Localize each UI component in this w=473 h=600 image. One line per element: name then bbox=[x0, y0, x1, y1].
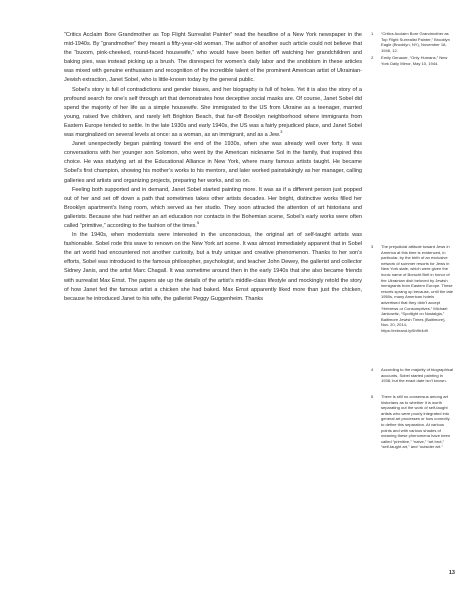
paragraph-text: Janet unexpectedly began painting toward the end of the 1930s, when she was already well over forty. It was conversations with her younger son Solomon, who went by the American nickname Sol in the family, that inspired this choice. He was studying art at the Educational Alliance in New York, where many famous artists taught. He became Sobel’s first champion, showing his mother’s works to his mentors, and later worked painstakingly as her manager, calling galleries and artists and organizing projects, preparing her works, and so on. bbox=[64, 141, 362, 184]
footnote-text: The prejudicial attitude toward Jews in America at this time is evidenced, in particular, by the birth of an exclusive network of summer resorts for Jews in New York state, which were given the ironic name of Borscht Belt in honor of the Ukrainian dish beloved by Jewish immigrants from Eastern Europe. These resorts sprang up because, until the late 1950s, many American hotels advertised that they didn’t accept “Hebrews or Consumptives.” Michael Jankowitz, “Spotlight on Nostalgia,” Baltimore Jewish Times (Baltimore), Nov. 20, 2014, https://rebrand.ly/6h9h4d9 bbox=[381, 244, 453, 333]
main-text-column bbox=[64, 31, 362, 304]
footnote-5 bbox=[371, 394, 453, 450]
page-number: 13 bbox=[448, 570, 455, 576]
footnote-4 bbox=[371, 367, 453, 384]
paragraph-text: “Critics Acclaim Bore Grandmother as Top Flight Surrealist Painter” read the headline of a New York newspaper in the mid-1940s. By “grandmother” they meant a fifty-year-old woman. The author of another such article could not believe that the “buxom, pink-cheeked, round-faced housewife,” who would have been better off watching her grandchildren and baking pies, was instead picking up a brush. The disrespect for women’s daily labor and the snobbism in these articles was mixed with genuine enthusiasm and recognition of the incredible talent of the prominent American artist of Ukrainian-Jewish extraction, Janet Sobel, who is little-known today by the general public. bbox=[64, 32, 362, 84]
footnote-text: According to the majority of biographical accounts, Sobel started painting in 1938, but the exact date isn’t known. bbox=[381, 367, 453, 384]
footnote-text: Emily Genauer, “Only Humans,” New York Daily Mirror, May 10, 1944. bbox=[381, 55, 448, 66]
paragraph-text: In the 1940s, when modernists were interested in the unconscious, the original art of self-taught artists was fashionable. Sobel rode this wave to renown on the New York art scene. It was almost immediately apparent that in Sobel the art world had encountered not another curiosity, but a truly unique and creative phenomenon. Thanks to her son’s efforts, Sobel was introduced to the famous philosopher, psychologist, and teacher John Dewey, the gallerist and collector Sidney Janis, and the artist Marc Chagall. It was sometime around then in the early 1940s that she also became friends with surrealist Max Ernst. The papers ate up the details of the artist’s middle-class lifestyle and mockingly retold the story of how Janet fed the famous artist a chicken she had baked. Max Ernst apparently liked more than just the chicken, because he introduced Janet to his wife, the gallerist Peggy Guggenheim. Thanks bbox=[64, 232, 362, 302]
paragraph-3 bbox=[64, 140, 362, 185]
paragraph-1 bbox=[64, 31, 362, 86]
footnote-3 bbox=[371, 244, 453, 334]
footnote-mark: 5 bbox=[196, 220, 200, 226]
paragraph-2 bbox=[64, 86, 362, 141]
paragraph-text: Sobel’s story is full of contradictions and gender biases, and her biography is full of holes. Yet it is also the story of a profound search for one’s self through art that demonstrates how deceptive social masks are. Of course, Janet Sobel did spend the majority of her life as a simple housewife. She immigrated to the US from Ukraine as a teenager, married young, raised five children, and rarely left Brighton Beach, that far-off Brooklyn neighborhood where immigrants from Eastern Europe tended to settle. In the late 1930s and early 1940s, the US was a fairly prejudiced place, and Janet Sobel was marginalized on several levels at once: as a woman, as an immigrant, and as a Jew. bbox=[64, 86, 362, 139]
footnote-1 bbox=[371, 31, 453, 53]
paragraph-text: Feeling both supported and in demand, Janet Sobel started painting more. It was as if a different person just popped out of her and set off down a path that sometimes takes other artists decades. Her bright, distinctive works filled her Brooklyn apartment’s living room, which served as her studio. They soon attracted the attention of art historians and gallerists. Because she had neither an art education nor contacts in the Bohemian scene, Sobel’s early works were often called “primitive,” according to the fashion of the times. bbox=[64, 186, 362, 229]
footnote-number: 5 bbox=[371, 394, 374, 399]
footnote-text: There is still no consensus among art historians as to whether it is worth separating out the work of self-taught artists who were poorly integrated into general art processes or how correctly to define this separation. At various points and with various shades of meaning these phenomena have been called “primitive,” “naive,” “art brut,” “self-taught art,” and “outsider art.” bbox=[381, 394, 451, 450]
footnote-number: 2 bbox=[371, 55, 374, 60]
footnote-number: 1 bbox=[371, 31, 374, 36]
footnote-text: “Critics Acclaim Bore Grandmother as Top Flight Surrealist Painter,” Brooklyn Eagle (Brooklyn, NY), November 18, 1946, 12. bbox=[381, 31, 450, 53]
paragraph-5 bbox=[64, 231, 362, 304]
footnote-number: 3 bbox=[371, 244, 374, 249]
paragraph-4 bbox=[64, 186, 362, 231]
footnote-mark: 3 bbox=[280, 129, 283, 135]
footnote-number: 4 bbox=[371, 367, 374, 372]
footnote-2 bbox=[371, 55, 453, 66]
